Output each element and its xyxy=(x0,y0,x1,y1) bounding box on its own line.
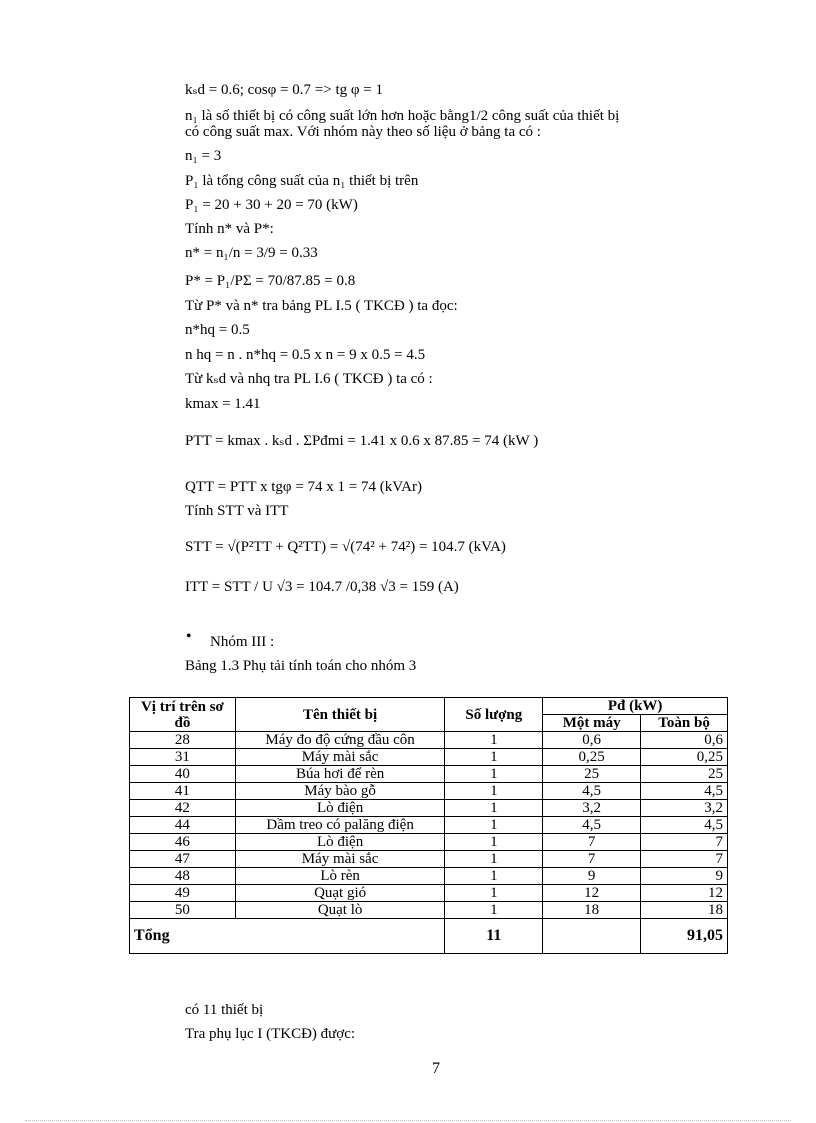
cell-pos: 50 xyxy=(130,902,236,919)
cell-one: 9 xyxy=(543,868,641,885)
table-row xyxy=(130,749,728,766)
table-row xyxy=(130,885,728,902)
line-kmax: kmax = 1.41 xyxy=(185,396,261,412)
cell-all: 7 xyxy=(641,851,728,868)
line-stt: STT = √(P²TT + Q²TT) = √(74² + 74²) = 104.7 (kVA) xyxy=(185,539,506,555)
total-all: 91,05 xyxy=(641,919,728,954)
cell-name: Lò điện xyxy=(235,800,445,817)
table-caption: Bảng 1.3 Phụ tải tính toán cho nhóm 3 xyxy=(185,658,417,674)
cell-name: Lò điện xyxy=(235,834,445,851)
line-lookup-pl16: Từ kₛd và nhq tra PL I.6 ( TKCĐ ) ta có : xyxy=(185,371,433,387)
cell-qty: 1 xyxy=(445,834,543,851)
cell-pos: 49 xyxy=(130,885,236,902)
header-name: Tên thiết bị xyxy=(235,698,445,732)
table-row xyxy=(130,766,728,783)
line-n1-value: n₁ = 3 xyxy=(185,148,222,164)
header-all: Toàn bộ xyxy=(641,715,728,732)
cell-pos: 42 xyxy=(130,800,236,817)
total-qty: 11 xyxy=(445,919,543,954)
line-compute-n-p: Tính n* và P*: xyxy=(185,221,274,237)
cell-all: 7 xyxy=(641,834,728,851)
cell-name: Búa hơi để rèn xyxy=(235,766,445,783)
cell-pos: 46 xyxy=(130,834,236,851)
page-number: 7 xyxy=(432,1060,440,1077)
line-nhq-star: n*hq = 0.5 xyxy=(185,322,250,338)
cell-all: 4,5 xyxy=(641,817,728,834)
cell-pos: 28 xyxy=(130,732,236,749)
cell-one: 0,25 xyxy=(543,749,641,766)
load-table xyxy=(129,697,728,954)
cell-name: Máy bào gỗ xyxy=(235,783,445,800)
table-row xyxy=(130,902,728,919)
table-row xyxy=(130,783,728,800)
line-qtt: QTT = PTT x tgφ = 74 x 1 = 74 (kVAr) xyxy=(185,479,422,495)
table-row xyxy=(130,851,728,868)
cell-one: 12 xyxy=(543,885,641,902)
line-p1-def: P₁ là tổng công suất của n₁ thiết bị trên xyxy=(185,173,419,189)
table-row xyxy=(130,817,728,834)
cell-one: 4,5 xyxy=(543,817,641,834)
cell-name: Máy mài sắc xyxy=(235,749,445,766)
header-one-machine: Một máy xyxy=(543,715,641,732)
page-bottom-divider xyxy=(25,1120,791,1121)
cell-name: Quạt lò xyxy=(235,902,445,919)
header-qty: Số lượng xyxy=(445,698,543,732)
cell-pos: 48 xyxy=(130,868,236,885)
bullet-icon: • xyxy=(186,628,192,645)
line-nstar: n* = n₁/n = 3/9 = 0.33 xyxy=(185,245,318,261)
cell-all: 0,6 xyxy=(641,732,728,749)
line-ptt: PTT = kmax . kₛd . ΣPđmi = 1.41 x 0.6 x 87.85 = 74 (kW ) xyxy=(185,433,539,449)
cell-qty: 1 xyxy=(445,885,543,902)
table-row xyxy=(130,732,728,749)
cell-name: Máy đo độ cứng đầu côn xyxy=(235,732,445,749)
cell-qty: 1 xyxy=(445,766,543,783)
line-compute-stt-itt: Tính STT và ITT xyxy=(185,503,289,519)
line-pstar: P* = P₁/PΣ = 70/87.85 = 0.8 xyxy=(185,273,356,289)
cell-one: 25 xyxy=(543,766,641,783)
cell-qty: 1 xyxy=(445,800,543,817)
line-n1-def-b: có công suất max. Với nhóm này theo số liệu ở bảng ta có : xyxy=(185,124,541,140)
cell-all: 25 xyxy=(641,766,728,783)
cell-name: Quạt gió xyxy=(235,885,445,902)
cell-name: Máy mài sắc xyxy=(235,851,445,868)
table-row xyxy=(130,834,728,851)
cell-all: 12 xyxy=(641,885,728,902)
cell-name: Dầm treo có palăng điện xyxy=(235,817,445,834)
line-nhq: n hq = n . n*hq = 0.5 x n = 9 x 0.5 = 4.5 xyxy=(185,347,426,363)
cell-qty: 1 xyxy=(445,817,543,834)
cell-qty: 1 xyxy=(445,749,543,766)
cell-pos: 40 xyxy=(130,766,236,783)
cell-one: 3,2 xyxy=(543,800,641,817)
cell-all: 18 xyxy=(641,902,728,919)
cell-pos: 47 xyxy=(130,851,236,868)
cell-one: 7 xyxy=(543,851,641,868)
cell-all: 9 xyxy=(641,868,728,885)
total-row xyxy=(130,919,728,954)
cell-pos: 41 xyxy=(130,783,236,800)
cell-name: Lò rèn xyxy=(235,868,445,885)
line-ksd-cos: kₛd = 0.6; cosφ = 0.7 => tg φ = 1 xyxy=(185,82,383,98)
table-row xyxy=(130,868,728,885)
line-n1-def-a: n₁ là số thiết bị có công suất lớn hơn hoặc bằng1/2 công suất của thiết bị xyxy=(185,108,620,124)
cell-qty: 1 xyxy=(445,732,543,749)
table-row xyxy=(130,800,728,817)
cell-all: 0,25 xyxy=(641,749,728,766)
cell-qty: 1 xyxy=(445,902,543,919)
cell-all: 4,5 xyxy=(641,783,728,800)
cell-pos: 31 xyxy=(130,749,236,766)
total-empty xyxy=(543,919,641,954)
cell-one: 7 xyxy=(543,834,641,851)
line-after-2: Tra phụ lục I (TKCĐ) được: xyxy=(185,1026,356,1042)
line-itt: ITT = STT / U √3 = 104.7 /0,38 √3 = 159 (A) xyxy=(185,579,459,595)
line-after-1: có 11 thiết bị xyxy=(185,1002,264,1018)
cell-qty: 1 xyxy=(445,783,543,800)
cell-one: 4,5 xyxy=(543,783,641,800)
cell-pos: 44 xyxy=(130,817,236,834)
cell-all: 3,2 xyxy=(641,800,728,817)
cell-qty: 1 xyxy=(445,868,543,885)
header-position: Vị trí trên sơ đồ xyxy=(130,698,236,732)
header-power: Pđ (kW) xyxy=(543,698,728,715)
cell-one: 0,6 xyxy=(543,732,641,749)
group-heading: Nhóm III : xyxy=(210,634,275,650)
cell-one: 18 xyxy=(543,902,641,919)
cell-qty: 1 xyxy=(445,851,543,868)
total-label: Tổng xyxy=(130,919,445,954)
line-p1-value: P₁ = 20 + 30 + 20 = 70 (kW) xyxy=(185,197,358,213)
line-lookup-pl15: Từ P* và n* tra bảng PL I.5 ( TKCĐ ) ta đọc: xyxy=(185,298,458,314)
